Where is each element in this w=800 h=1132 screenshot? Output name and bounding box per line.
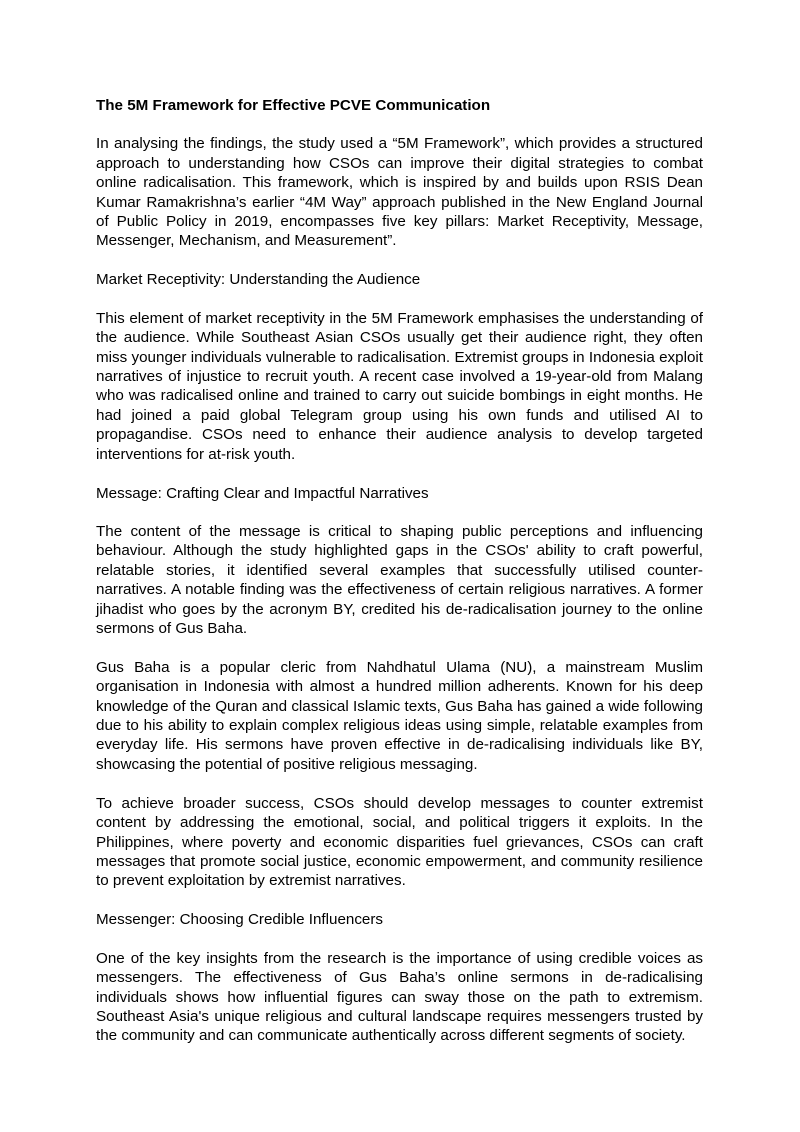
- document-title: The 5M Framework for Effective PCVE Communication: [96, 97, 491, 114]
- message-paragraph-3: To achieve broader success, CSOs should develop messages to counter extremist content by addressing the emotional, social, and political triggers it exploits. In the Philippines, where poverty and economic disparities fuel grievances, CSOs can craft messages that promote social justice, economic empowerment, and community resilience to prevent exploitation by extremist narratives.: [96, 794, 703, 890]
- section-heading-messenger: Messenger: Choosing Credible Influencers: [96, 911, 384, 929]
- section-heading-market-receptivity: Market Receptivity: Understanding the Audience: [96, 271, 421, 289]
- messenger-paragraph: One of the key insights from the research is the importance of using credible voices as messengers. The effectiveness of Gus Baha’s online sermons in de-radicalising individuals shows how influential figures can sway those on the path to extremism. Southeast Asia's unique religious and cultural landscape requires messengers trusted by the community and can communicate authentically across different segments of society.: [96, 949, 703, 1045]
- section-heading-message: Message: Crafting Clear and Impactful Narratives: [96, 484, 429, 502]
- document-page: [96, 96, 703, 1065]
- message-paragraph-1: The content of the message is critical to shaping public perceptions and influencing behaviour. Although the study highlighted gaps in the CSOs' ability to craft powerful, relatable stories, it identified several examples that successfully utilised counter-narratives. A notable finding was the effectiveness of certain religious narratives. A former jihadist who goes by the acronym BY, credited his de-radicalisation journey to the online sermons of Gus Baha.: [96, 522, 703, 637]
- message-paragraph-2: Gus Baha is a popular cleric from Nahdhatul Ulama (NU), a mainstream Muslim organisation in Indonesia with almost a hundred million adherents. Known for his deep knowledge of the Quran and classical Islamic texts, Gus Baha has gained a wide following due to his ability to explain complex religious ideas using simple, relatable examples from everyday life. His sermons have proven effective in de-radicalising individuals like BY, showcasing the potential of positive religious messaging.: [96, 658, 703, 773]
- market-receptivity-paragraph: This element of market receptivity in the 5M Framework emphasises the understanding of the audience. While Southeast Asian CSOs usually get their audience right, they often miss younger individuals vulnerable to radicalisation. Extremist groups in Indonesia exploit narratives of injustice to recruit youth. A recent case involved a 19-year-old from Malang who was radicalised online and trained to carry out suicide bombings in eight months. He had joined a paid global Telegram group using his own funds and utilised AI to propagandise. CSOs need to enhance their audience analysis to develop targeted interventions for at-risk youth.: [96, 309, 703, 463]
- intro-paragraph: In analysing the findings, the study used a “5M Framework”, which provides a structured approach to understanding how CSOs can improve their digital strategies to combat online radicalisation. This framework, which is inspired by and builds upon RSIS Dean Kumar Ramakrishna’s earlier “4M Way” approach published in the New England Journal of Public Policy in 2019, encompasses five key pillars: Market Receptivity, Message, Messenger, Mechanism, and Measurement”.: [96, 135, 703, 250]
